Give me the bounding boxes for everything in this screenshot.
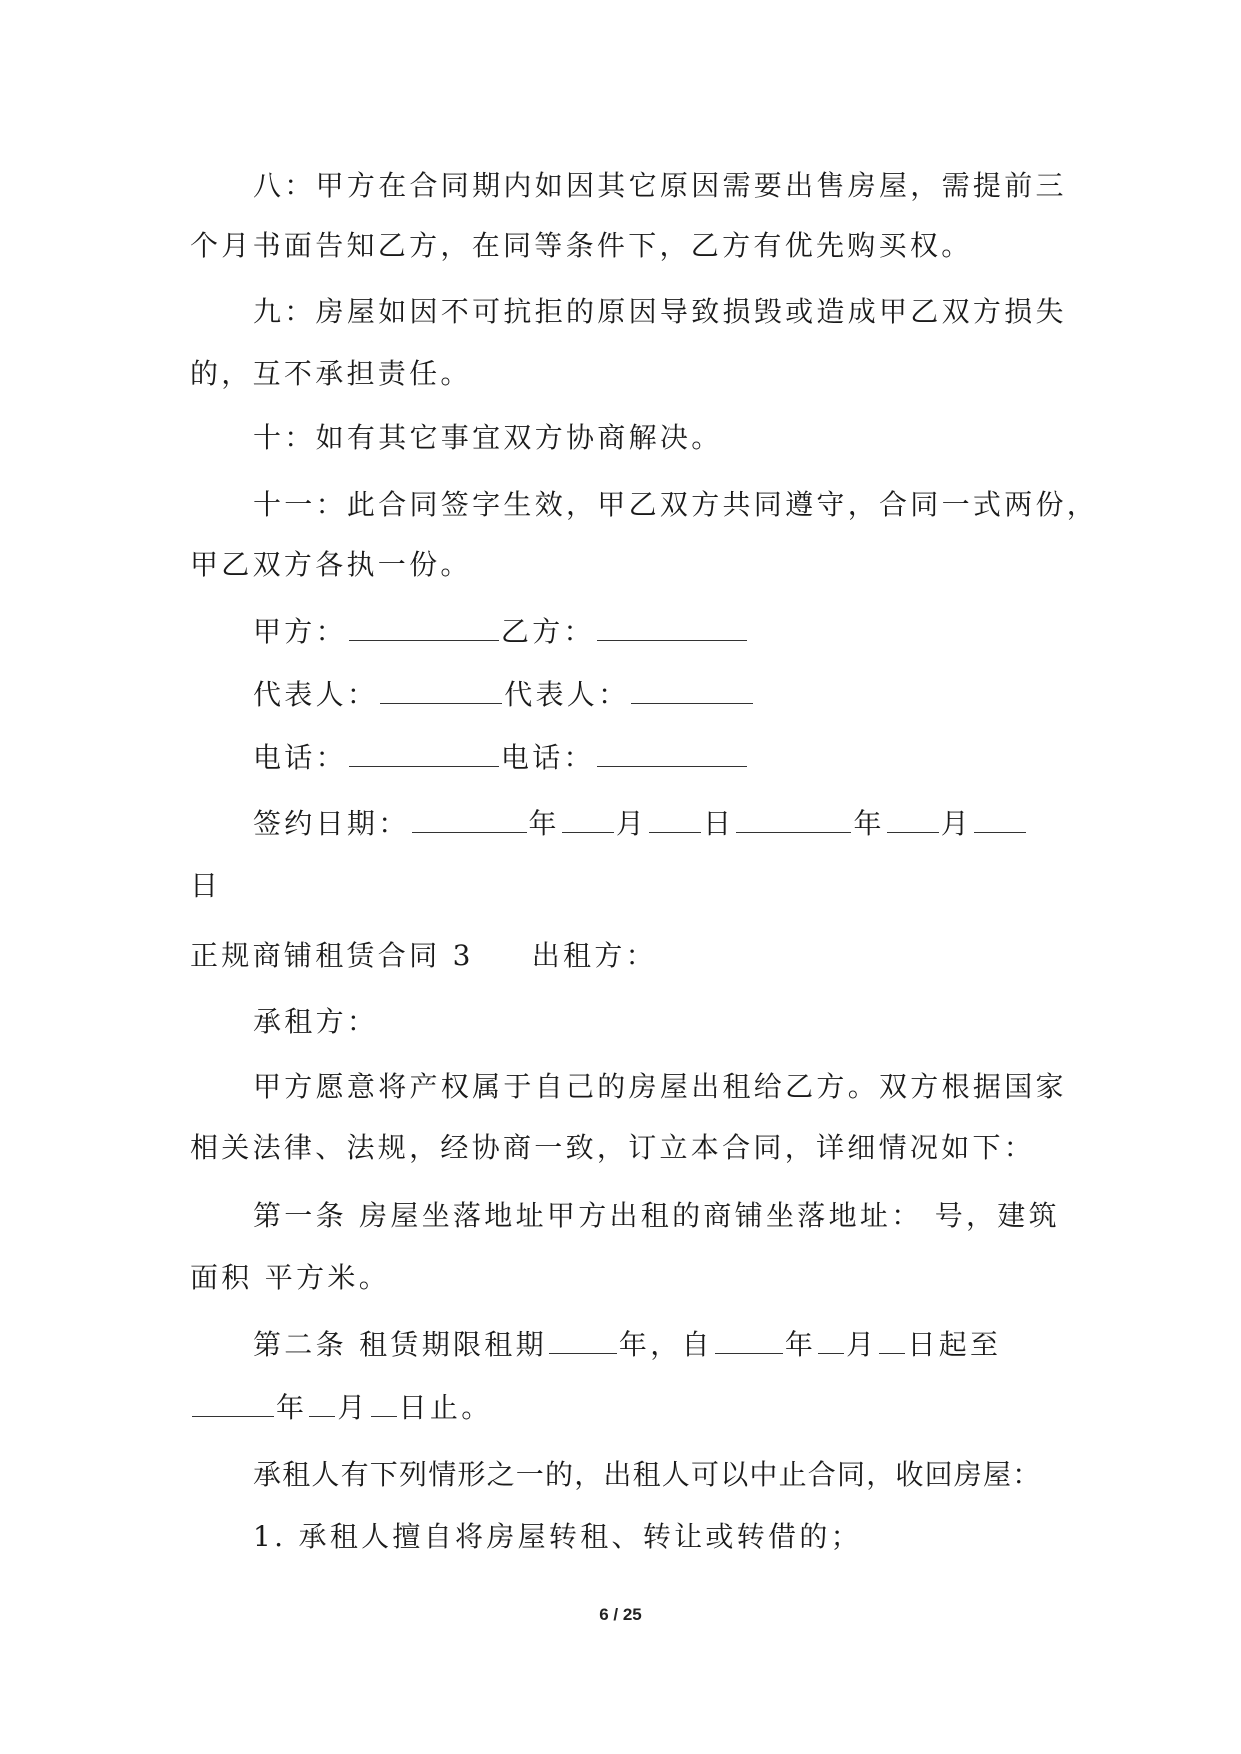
article-2-start-year: 年 bbox=[784, 1328, 817, 1361]
end-month-blank[interactable] bbox=[309, 1390, 335, 1417]
clause-9-line-2: 的，互不承担责任。 bbox=[190, 357, 472, 390]
party-b-label: 乙方： bbox=[500, 615, 595, 648]
phone-row bbox=[253, 740, 749, 776]
rep-b-blank[interactable] bbox=[631, 677, 753, 704]
year-a-label: 年 bbox=[528, 807, 560, 840]
clause-9-line-1: 九：房屋如因不可抗拒的原因导致损毁或造成甲乙双方损失 bbox=[253, 295, 1067, 328]
lessor-label: 出租方： bbox=[531, 939, 657, 972]
article-2-end: 日止。 bbox=[398, 1391, 493, 1424]
article-1-line-1: 第一条 房屋坐落地址甲方出租的商铺坐落地址： 号，建筑 bbox=[253, 1199, 1060, 1232]
start-year-blank[interactable] bbox=[715, 1327, 783, 1354]
rep-b-label: 代表人： bbox=[504, 678, 630, 711]
rep-a-label: 代表人： bbox=[253, 678, 379, 711]
clause-11-line-2: 甲乙双方各执一份。 bbox=[190, 548, 472, 581]
article-2-end-month: 月 bbox=[337, 1391, 369, 1424]
day-a-label: 日 bbox=[703, 807, 735, 840]
clause-11-line-1: 十一：此合同签字生效，甲乙双方共同遵守，合同一式两份， bbox=[253, 488, 1099, 521]
date-a-day-blank[interactable] bbox=[649, 806, 701, 833]
party-a-label: 甲方： bbox=[253, 615, 347, 648]
rep-a-blank[interactable] bbox=[380, 677, 502, 704]
intro-line-2: 相关法律、法规，经协商一致，订立本合同，详细情况如下： bbox=[190, 1131, 1036, 1164]
termination-item-1: 1. 承租人擅自将房屋转租、转让或转借的； bbox=[253, 1520, 862, 1553]
intro-line-1: 甲方愿意将产权属于自己的房屋出租给乙方。双方根据国家 bbox=[253, 1070, 1067, 1103]
article-2-line-2 bbox=[190, 1390, 493, 1426]
end-year-blank[interactable] bbox=[192, 1390, 274, 1417]
tel-b-label: 电话： bbox=[500, 741, 595, 774]
party-a-blank[interactable] bbox=[349, 614, 499, 641]
tel-a-blank[interactable] bbox=[349, 740, 499, 767]
date-a-month-blank[interactable] bbox=[562, 806, 614, 833]
tel-a-label: 电话： bbox=[253, 741, 347, 774]
article-1-line-2: 面积 平方米。 bbox=[190, 1261, 391, 1294]
date-b-year-blank[interactable] bbox=[736, 806, 851, 833]
lessee-label: 承租方： bbox=[253, 1005, 379, 1038]
date-a-year-blank[interactable] bbox=[412, 806, 527, 833]
section-heading-row bbox=[190, 938, 657, 974]
article-2-line-1 bbox=[253, 1327, 1001, 1363]
sign-date-row bbox=[253, 806, 1028, 842]
sign-date-label: 签约日期： bbox=[253, 807, 410, 840]
article-2-start-month: 月 bbox=[846, 1328, 878, 1361]
date-b-month-blank[interactable] bbox=[887, 806, 939, 833]
article-2-prefix: 第二条 租赁期限租期 bbox=[253, 1328, 547, 1361]
clause-10: 十：如有其它事宜双方协商解决。 bbox=[253, 421, 723, 454]
end-day-blank[interactable] bbox=[371, 1390, 397, 1417]
date-b-day-blank[interactable] bbox=[974, 806, 1026, 833]
termination-clause: 承租人有下列情形之一的，出租人可以中止合同，收回房屋： bbox=[253, 1458, 1042, 1491]
section-title: 正规商铺租赁合同 3 bbox=[190, 939, 474, 972]
article-2-year-from: 年，自 bbox=[618, 1328, 713, 1361]
page-indicator: 6 / 25 bbox=[599, 1605, 642, 1624]
lease-years-blank[interactable] bbox=[549, 1327, 617, 1354]
year-b-label: 年 bbox=[853, 807, 885, 840]
start-day-blank[interactable] bbox=[879, 1327, 905, 1354]
party-signature-row bbox=[253, 614, 749, 650]
clause-8-line-2: 个月书面告知乙方，在同等条件下，乙方有优先购买权。 bbox=[190, 229, 973, 262]
party-b-blank[interactable] bbox=[597, 614, 747, 641]
month-b-label: 月 bbox=[940, 807, 973, 840]
representative-row bbox=[253, 677, 755, 713]
tel-b-blank[interactable] bbox=[597, 740, 747, 767]
day-b-label-wrapped: 日 bbox=[190, 869, 222, 902]
clause-8-line-1: 八：甲方在合同期内如因其它原因需要出售房屋，需提前三 bbox=[253, 169, 1067, 202]
article-2-start: 日起至 bbox=[907, 1328, 1002, 1361]
article-2-end-year: 年 bbox=[276, 1391, 308, 1424]
start-month-blank[interactable] bbox=[818, 1327, 844, 1354]
month-a-label: 月 bbox=[615, 807, 648, 840]
